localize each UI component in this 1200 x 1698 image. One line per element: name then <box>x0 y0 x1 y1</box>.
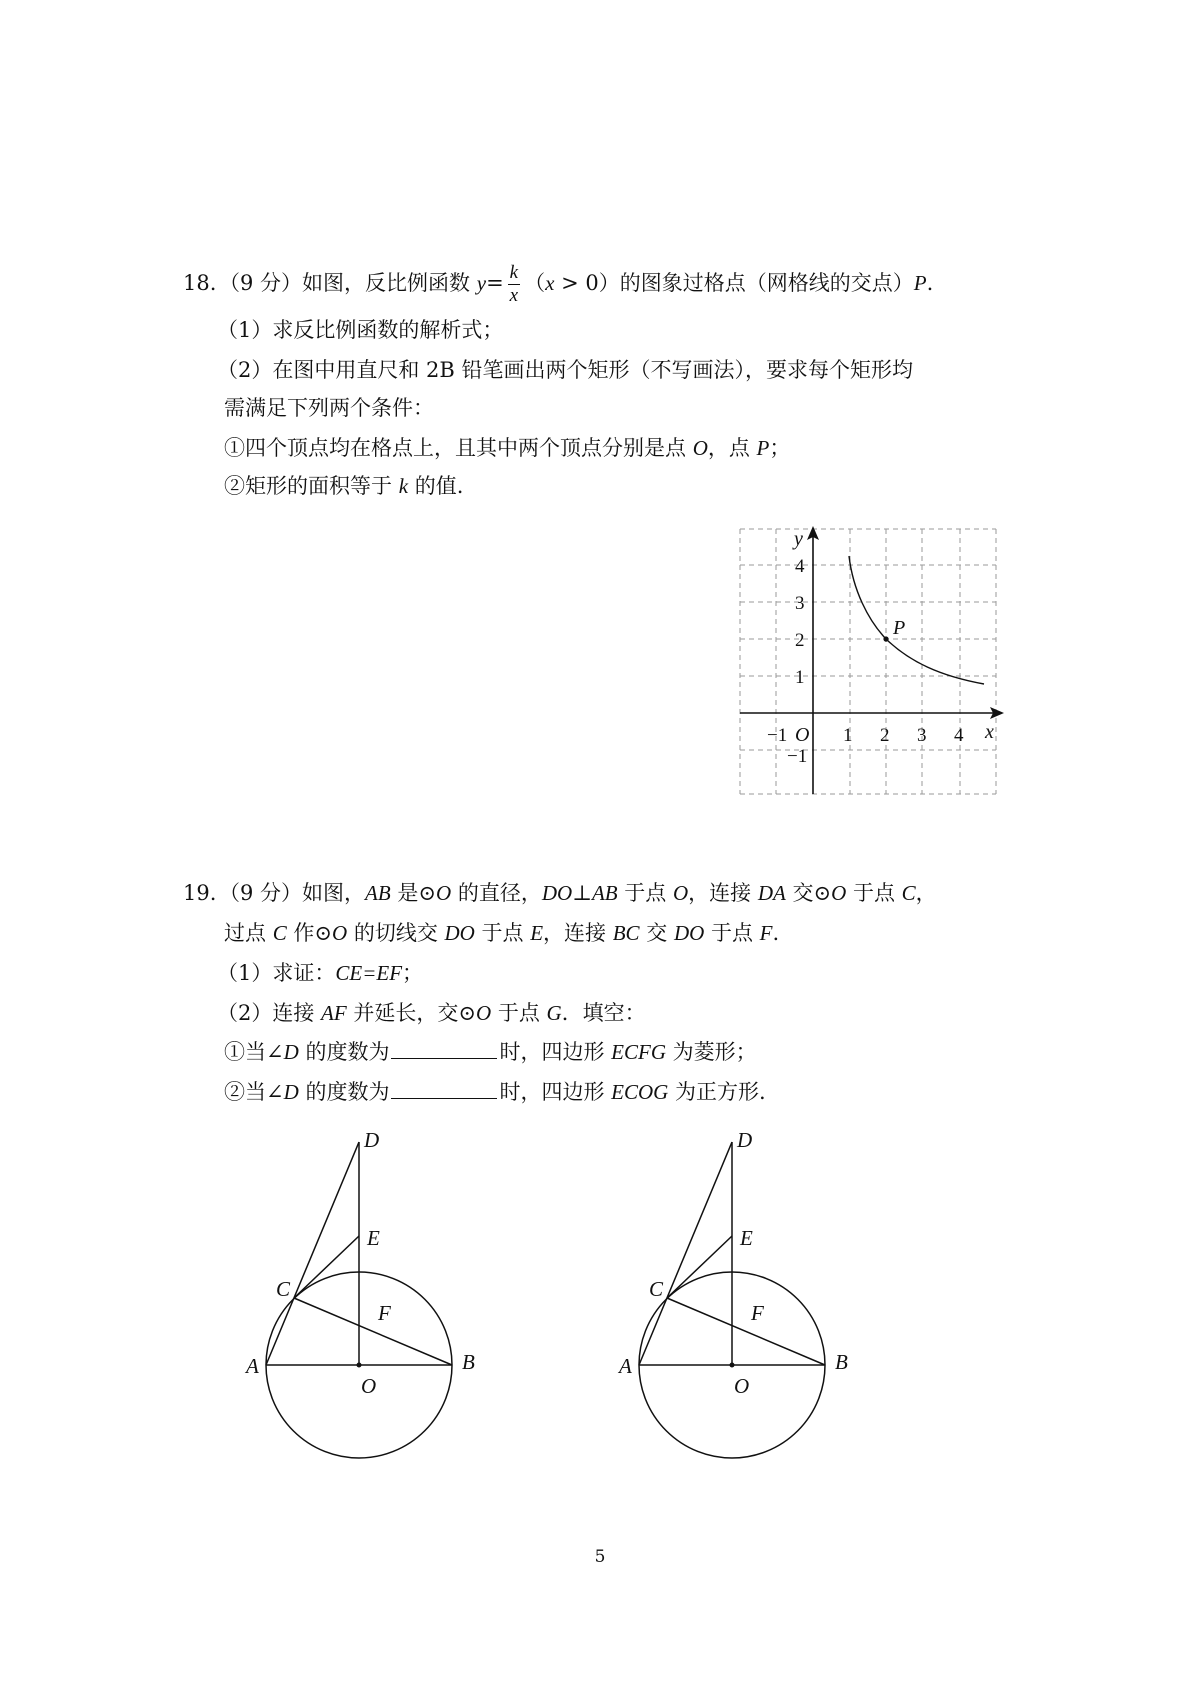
origin-label: O <box>795 724 810 746</box>
label-f: F <box>751 1301 764 1325</box>
x-tick-label: 3 <box>917 725 927 746</box>
label-f: F <box>378 1301 391 1325</box>
label-a: A <box>246 1354 259 1378</box>
label-o: O <box>734 1374 750 1398</box>
x-tick-label: 1 <box>843 725 853 746</box>
segment-da <box>639 1142 732 1365</box>
x-tick-label: 2 <box>880 725 890 746</box>
q19-fill2: ②当∠D 的度数为 时，四边形 ECOG 为正方形. <box>224 1080 766 1104</box>
question-number: 18. <box>183 271 217 295</box>
point-p-label: P <box>893 617 906 639</box>
y-tick-label: −1 <box>787 746 808 767</box>
circle-figure-right <box>639 1142 825 1458</box>
x-tick-label: −1 <box>767 725 788 746</box>
label-b: B <box>462 1350 475 1374</box>
circle-figure-left <box>266 1142 452 1458</box>
label-c: C <box>649 1277 664 1301</box>
q18-line1: 18. （9 分）如图，反比例函数 y= $\frac{k}{x}$ （x > 0）的图象过格点（网格线的交点）P. <box>183 262 934 306</box>
q18-condition2: ②矩形的面积等于 k 的值. <box>224 474 464 498</box>
segment-da <box>266 1142 359 1365</box>
page-number: 5 <box>594 1547 606 1567</box>
q19-fill1: ①当∠D 的度数为 时，四边形 ECFG 为菱形； <box>224 1040 757 1064</box>
q19-line1: 19. （9 分）如图，AB 是⊙O 的直径，DO⊥AB 于点 O，连接 DA 交⊙O 于点 C， <box>183 881 937 905</box>
segment-bc <box>667 1298 825 1365</box>
question-number: 19. <box>183 881 217 905</box>
y-tick-label: 1 <box>795 667 805 688</box>
label-b: B <box>835 1350 848 1374</box>
label-o: O <box>361 1374 377 1398</box>
circle-o <box>266 1272 452 1458</box>
q18-sub2: （2）在图中用直尺和 2B 铅笔画出两个矩形（不写画法），要求每个矩形均 <box>217 358 914 382</box>
tangent-ce <box>294 1236 359 1298</box>
q18-sub1: （1）求反比例函数的解析式； <box>217 318 504 342</box>
answer-blank[interactable] <box>391 1080 497 1099</box>
y-tick-label: 3 <box>795 593 805 614</box>
circle-o <box>639 1272 825 1458</box>
y-axis-arrow-icon <box>807 526 819 540</box>
label-e: E <box>367 1226 380 1250</box>
label-d: D <box>364 1128 380 1152</box>
y-tick-label: 2 <box>795 630 805 651</box>
center-dot <box>357 1363 362 1368</box>
y-tick-label: 4 <box>795 556 805 577</box>
point-p-marker <box>883 636 888 641</box>
q18-condition1: ①四个顶点均在格点上，且其中两个顶点分别是点 O，点 P； <box>224 436 791 460</box>
tangent-ce <box>667 1236 732 1298</box>
q19-line2: 过点 C 作⊙O 的切线交 DO 于点 E，连接 BC 交 DO 于点 F. <box>224 921 780 945</box>
hyperbola-curve <box>849 556 984 684</box>
x-axis-label: x <box>985 721 994 743</box>
center-dot <box>730 1363 735 1368</box>
x-tick-label: 4 <box>954 725 964 746</box>
y-axis-label: y <box>794 528 803 550</box>
label-d: D <box>737 1128 753 1152</box>
x-axis-arrow-icon <box>990 707 1004 719</box>
grid-lines <box>740 529 996 794</box>
segment-bc <box>294 1298 452 1365</box>
q19-sub2: （2）连接 AF 并延长，交⊙O 于点 G．填空： <box>217 1001 646 1025</box>
q18-sub2-cont: 需满足下列两个条件： <box>224 396 434 420</box>
label-c: C <box>276 1277 291 1301</box>
fraction-k-over-x: $\frac{k}{x}$ <box>509 262 519 306</box>
label-a: A <box>619 1354 632 1378</box>
answer-blank[interactable] <box>391 1040 497 1059</box>
label-e: E <box>740 1226 753 1250</box>
q19-sub1: （1）求证：CE=EF； <box>217 961 424 985</box>
